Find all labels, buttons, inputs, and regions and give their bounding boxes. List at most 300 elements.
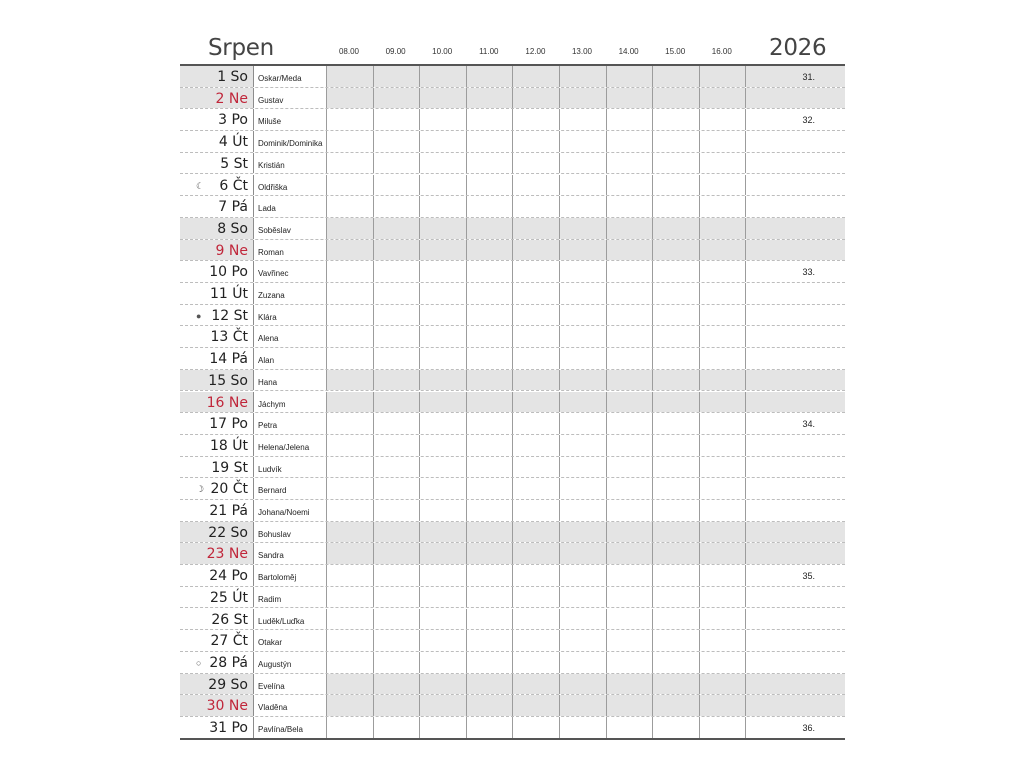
time-slot-cell[interactable] <box>419 674 466 695</box>
time-slot-cell[interactable] <box>652 283 699 304</box>
time-slot-cell[interactable] <box>512 587 559 608</box>
time-slot-cell[interactable] <box>559 131 606 152</box>
time-slot-cell[interactable] <box>466 392 513 413</box>
time-slot-cell[interactable] <box>559 283 606 304</box>
time-slot-cell[interactable] <box>559 175 606 196</box>
time-slot-cell[interactable] <box>466 109 513 130</box>
day-row[interactable] <box>180 435 845 457</box>
time-slot-cell[interactable] <box>419 609 466 630</box>
time-slot-cell[interactable] <box>373 326 420 347</box>
time-slot-cell[interactable] <box>606 478 653 499</box>
time-slot-cell[interactable] <box>326 283 373 304</box>
time-slot-cell[interactable] <box>699 88 746 109</box>
time-slot-cell[interactable] <box>466 66 513 87</box>
time-slot-cell[interactable] <box>606 652 653 673</box>
time-slot-cell[interactable] <box>652 543 699 564</box>
week-number-cell[interactable] <box>745 500 845 521</box>
time-slot-cell[interactable] <box>652 305 699 326</box>
time-slot-cell[interactable] <box>373 500 420 521</box>
time-slot-cell[interactable] <box>512 153 559 174</box>
time-slot-cell[interactable] <box>373 66 420 87</box>
time-slot-cell[interactable] <box>512 109 559 130</box>
time-slot-cell[interactable] <box>326 88 373 109</box>
time-slot-cell[interactable] <box>699 652 746 673</box>
time-slot-cell[interactable] <box>699 348 746 369</box>
time-slot-cell[interactable] <box>606 587 653 608</box>
time-slot-cell[interactable] <box>559 88 606 109</box>
day-row[interactable] <box>180 522 845 544</box>
time-slot-cell[interactable] <box>326 261 373 282</box>
time-slot-cell[interactable] <box>699 283 746 304</box>
time-slot-cell[interactable] <box>373 609 420 630</box>
time-slot-cell[interactable] <box>419 326 466 347</box>
time-slot-cell[interactable] <box>466 674 513 695</box>
time-slot-cell[interactable] <box>512 240 559 261</box>
time-slot-cell[interactable] <box>466 500 513 521</box>
time-slot-cell[interactable] <box>466 587 513 608</box>
day-row[interactable] <box>180 392 845 414</box>
week-number-cell[interactable] <box>745 305 845 326</box>
week-number-cell[interactable] <box>745 717 845 738</box>
time-slot-cell[interactable] <box>419 565 466 586</box>
time-slot-cell[interactable] <box>419 457 466 478</box>
time-slot-cell[interactable] <box>419 587 466 608</box>
time-slot-cell[interactable] <box>419 131 466 152</box>
week-number-cell[interactable] <box>745 609 845 630</box>
time-slot-cell[interactable] <box>606 261 653 282</box>
time-slot-cell[interactable] <box>652 261 699 282</box>
time-slot-cell[interactable] <box>512 435 559 456</box>
time-slot-cell[interactable] <box>373 88 420 109</box>
time-slot-cell[interactable] <box>699 457 746 478</box>
time-slot-cell[interactable] <box>652 652 699 673</box>
time-slot-cell[interactable] <box>466 435 513 456</box>
day-row[interactable] <box>180 587 845 609</box>
time-slot-cell[interactable] <box>419 348 466 369</box>
time-slot-cell[interactable] <box>652 370 699 391</box>
time-slot-cell[interactable] <box>652 109 699 130</box>
time-slot-cell[interactable] <box>559 153 606 174</box>
time-slot-cell[interactable] <box>652 435 699 456</box>
time-slot-cell[interactable] <box>699 609 746 630</box>
time-slot-cell[interactable] <box>373 392 420 413</box>
time-slot-cell[interactable] <box>373 522 420 543</box>
time-slot-cell[interactable] <box>512 543 559 564</box>
time-slot-cell[interactable] <box>512 478 559 499</box>
day-row[interactable] <box>180 543 845 565</box>
week-number-cell[interactable] <box>745 478 845 499</box>
time-slot-cell[interactable] <box>373 478 420 499</box>
time-slot-cell[interactable] <box>606 109 653 130</box>
time-slot-cell[interactable] <box>326 109 373 130</box>
time-slot-cell[interactable] <box>699 522 746 543</box>
time-slot-cell[interactable] <box>652 66 699 87</box>
time-slot-cell[interactable] <box>466 283 513 304</box>
time-slot-cell[interactable] <box>512 695 559 716</box>
time-slot-cell[interactable] <box>652 326 699 347</box>
time-slot-cell[interactable] <box>559 717 606 738</box>
time-slot-cell[interactable] <box>512 609 559 630</box>
time-slot-cell[interactable] <box>512 413 559 434</box>
time-slot-cell[interactable] <box>373 413 420 434</box>
time-slot-cell[interactable] <box>419 218 466 239</box>
day-row[interactable] <box>180 413 845 435</box>
time-slot-cell[interactable] <box>466 522 513 543</box>
day-row[interactable] <box>180 218 845 240</box>
time-slot-cell[interactable] <box>559 587 606 608</box>
time-slot-cell[interactable] <box>466 261 513 282</box>
day-row[interactable] <box>180 196 845 218</box>
time-slot-cell[interactable] <box>326 153 373 174</box>
day-row[interactable] <box>180 240 845 262</box>
time-slot-cell[interactable] <box>559 240 606 261</box>
time-slot-cell[interactable] <box>606 413 653 434</box>
day-row[interactable] <box>180 261 845 283</box>
time-slot-cell[interactable] <box>699 175 746 196</box>
time-slot-cell[interactable] <box>652 587 699 608</box>
day-row[interactable] <box>180 348 845 370</box>
time-slot-cell[interactable] <box>512 218 559 239</box>
time-slot-cell[interactable] <box>326 413 373 434</box>
time-slot-cell[interactable] <box>373 587 420 608</box>
time-slot-cell[interactable] <box>606 392 653 413</box>
time-slot-cell[interactable] <box>559 674 606 695</box>
time-slot-cell[interactable] <box>559 543 606 564</box>
time-slot-cell[interactable] <box>559 218 606 239</box>
time-slot-cell[interactable] <box>606 500 653 521</box>
time-slot-cell[interactable] <box>699 370 746 391</box>
time-slot-cell[interactable] <box>466 305 513 326</box>
time-slot-cell[interactable] <box>606 674 653 695</box>
time-slot-cell[interactable] <box>419 370 466 391</box>
time-slot-cell[interactable] <box>373 370 420 391</box>
day-row[interactable] <box>180 565 845 587</box>
time-slot-cell[interactable] <box>373 131 420 152</box>
time-slot-cell[interactable] <box>606 66 653 87</box>
time-slot-cell[interactable] <box>606 370 653 391</box>
time-slot-cell[interactable] <box>652 695 699 716</box>
time-slot-cell[interactable] <box>699 66 746 87</box>
time-slot-cell[interactable] <box>512 522 559 543</box>
time-slot-cell[interactable] <box>512 261 559 282</box>
time-slot-cell[interactable] <box>326 500 373 521</box>
week-number-cell[interactable] <box>745 630 845 651</box>
time-slot-cell[interactable] <box>419 283 466 304</box>
time-slot-cell[interactable] <box>419 478 466 499</box>
time-slot-cell[interactable] <box>606 153 653 174</box>
time-slot-cell[interactable] <box>466 457 513 478</box>
time-slot-cell[interactable] <box>652 88 699 109</box>
day-row[interactable] <box>180 305 845 327</box>
time-slot-cell[interactable] <box>652 717 699 738</box>
time-slot-cell[interactable] <box>326 131 373 152</box>
week-number-cell[interactable] <box>745 218 845 239</box>
day-row[interactable] <box>180 131 845 153</box>
time-slot-cell[interactable] <box>699 565 746 586</box>
time-slot-cell[interactable] <box>419 413 466 434</box>
week-number-cell[interactable] <box>745 131 845 152</box>
time-slot-cell[interactable] <box>419 109 466 130</box>
time-slot-cell[interactable] <box>559 457 606 478</box>
time-slot-cell[interactable] <box>373 543 420 564</box>
time-slot-cell[interactable] <box>512 348 559 369</box>
time-slot-cell[interactable] <box>419 88 466 109</box>
time-slot-cell[interactable] <box>699 196 746 217</box>
time-slot-cell[interactable] <box>559 695 606 716</box>
time-slot-cell[interactable] <box>606 283 653 304</box>
time-slot-cell[interactable] <box>652 175 699 196</box>
time-slot-cell[interactable] <box>559 305 606 326</box>
time-slot-cell[interactable] <box>699 240 746 261</box>
week-number-cell[interactable] <box>745 66 845 87</box>
time-slot-cell[interactable] <box>466 652 513 673</box>
time-slot-cell[interactable] <box>606 695 653 716</box>
time-slot-cell[interactable] <box>652 348 699 369</box>
time-slot-cell[interactable] <box>373 674 420 695</box>
time-slot-cell[interactable] <box>559 609 606 630</box>
time-slot-cell[interactable] <box>466 131 513 152</box>
time-slot-cell[interactable] <box>373 305 420 326</box>
day-row[interactable] <box>180 630 845 652</box>
time-slot-cell[interactable] <box>699 305 746 326</box>
day-row[interactable] <box>180 478 845 500</box>
time-slot-cell[interactable] <box>466 565 513 586</box>
day-row[interactable] <box>180 370 845 392</box>
time-slot-cell[interactable] <box>606 196 653 217</box>
time-slot-cell[interactable] <box>419 500 466 521</box>
time-slot-cell[interactable] <box>606 565 653 586</box>
time-slot-cell[interactable] <box>559 652 606 673</box>
time-slot-cell[interactable] <box>606 348 653 369</box>
week-number-cell[interactable] <box>745 109 845 130</box>
time-slot-cell[interactable] <box>559 348 606 369</box>
time-slot-cell[interactable] <box>326 695 373 716</box>
time-slot-cell[interactable] <box>699 435 746 456</box>
time-slot-cell[interactable] <box>512 196 559 217</box>
day-row[interactable] <box>180 175 845 197</box>
time-slot-cell[interactable] <box>419 695 466 716</box>
time-slot-cell[interactable] <box>559 522 606 543</box>
time-slot-cell[interactable] <box>373 435 420 456</box>
time-slot-cell[interactable] <box>559 413 606 434</box>
week-number-cell[interactable] <box>745 283 845 304</box>
time-slot-cell[interactable] <box>373 630 420 651</box>
time-slot-cell[interactable] <box>559 500 606 521</box>
week-number-cell[interactable] <box>745 652 845 673</box>
time-slot-cell[interactable] <box>326 348 373 369</box>
time-slot-cell[interactable] <box>326 630 373 651</box>
time-slot-cell[interactable] <box>652 500 699 521</box>
week-number-cell[interactable] <box>745 326 845 347</box>
time-slot-cell[interactable] <box>699 109 746 130</box>
time-slot-cell[interactable] <box>606 717 653 738</box>
week-number-cell[interactable] <box>745 196 845 217</box>
time-slot-cell[interactable] <box>512 175 559 196</box>
time-slot-cell[interactable] <box>466 609 513 630</box>
time-slot-cell[interactable] <box>512 305 559 326</box>
time-slot-cell[interactable] <box>699 218 746 239</box>
time-slot-cell[interactable] <box>326 392 373 413</box>
time-slot-cell[interactable] <box>466 630 513 651</box>
time-slot-cell[interactable] <box>326 196 373 217</box>
day-row[interactable] <box>180 109 845 131</box>
time-slot-cell[interactable] <box>512 392 559 413</box>
time-slot-cell[interactable] <box>606 543 653 564</box>
time-slot-cell[interactable] <box>326 565 373 586</box>
time-slot-cell[interactable] <box>512 565 559 586</box>
time-slot-cell[interactable] <box>466 543 513 564</box>
time-slot-cell[interactable] <box>606 218 653 239</box>
time-slot-cell[interactable] <box>699 261 746 282</box>
time-slot-cell[interactable] <box>512 283 559 304</box>
time-slot-cell[interactable] <box>699 695 746 716</box>
time-slot-cell[interactable] <box>466 175 513 196</box>
time-slot-cell[interactable] <box>326 175 373 196</box>
time-slot-cell[interactable] <box>559 478 606 499</box>
time-slot-cell[interactable] <box>699 326 746 347</box>
time-slot-cell[interactable] <box>699 131 746 152</box>
time-slot-cell[interactable] <box>466 348 513 369</box>
time-slot-cell[interactable] <box>606 522 653 543</box>
time-slot-cell[interactable] <box>606 630 653 651</box>
week-number-cell[interactable] <box>745 240 845 261</box>
time-slot-cell[interactable] <box>559 435 606 456</box>
time-slot-cell[interactable] <box>606 240 653 261</box>
time-slot-cell[interactable] <box>373 652 420 673</box>
time-slot-cell[interactable] <box>373 240 420 261</box>
time-slot-cell[interactable] <box>373 218 420 239</box>
time-slot-cell[interactable] <box>512 88 559 109</box>
time-slot-cell[interactable] <box>559 109 606 130</box>
time-slot-cell[interactable] <box>652 196 699 217</box>
day-row[interactable] <box>180 674 845 696</box>
time-slot-cell[interactable] <box>326 478 373 499</box>
time-slot-cell[interactable] <box>326 522 373 543</box>
time-slot-cell[interactable] <box>466 478 513 499</box>
time-slot-cell[interactable] <box>466 196 513 217</box>
week-number-cell[interactable] <box>745 175 845 196</box>
time-slot-cell[interactable] <box>466 326 513 347</box>
week-number-cell[interactable] <box>745 348 845 369</box>
time-slot-cell[interactable] <box>326 652 373 673</box>
time-slot-cell[interactable] <box>419 153 466 174</box>
time-slot-cell[interactable] <box>326 218 373 239</box>
time-slot-cell[interactable] <box>326 609 373 630</box>
time-slot-cell[interactable] <box>326 435 373 456</box>
time-slot-cell[interactable] <box>652 478 699 499</box>
time-slot-cell[interactable] <box>512 457 559 478</box>
time-slot-cell[interactable] <box>699 478 746 499</box>
week-number-cell[interactable] <box>745 522 845 543</box>
time-slot-cell[interactable] <box>419 717 466 738</box>
week-number-cell[interactable] <box>745 435 845 456</box>
time-slot-cell[interactable] <box>419 543 466 564</box>
day-row[interactable] <box>180 695 845 717</box>
time-slot-cell[interactable] <box>466 218 513 239</box>
time-slot-cell[interactable] <box>326 457 373 478</box>
time-slot-cell[interactable] <box>652 674 699 695</box>
time-slot-cell[interactable] <box>512 674 559 695</box>
time-slot-cell[interactable] <box>373 109 420 130</box>
time-slot-cell[interactable] <box>652 565 699 586</box>
day-row[interactable] <box>180 717 845 739</box>
time-slot-cell[interactable] <box>559 196 606 217</box>
time-slot-cell[interactable] <box>652 240 699 261</box>
day-row[interactable] <box>180 457 845 479</box>
week-number-cell[interactable] <box>745 413 845 434</box>
time-slot-cell[interactable] <box>652 522 699 543</box>
time-slot-cell[interactable] <box>419 196 466 217</box>
time-slot-cell[interactable] <box>699 413 746 434</box>
week-number-cell[interactable] <box>745 565 845 586</box>
time-slot-cell[interactable] <box>373 457 420 478</box>
time-slot-cell[interactable] <box>699 153 746 174</box>
time-slot-cell[interactable] <box>326 66 373 87</box>
week-number-cell[interactable] <box>745 392 845 413</box>
time-slot-cell[interactable] <box>512 717 559 738</box>
week-number-cell[interactable] <box>745 370 845 391</box>
week-number-cell[interactable] <box>745 543 845 564</box>
time-slot-cell[interactable] <box>373 283 420 304</box>
time-slot-cell[interactable] <box>466 413 513 434</box>
time-slot-cell[interactable] <box>373 261 420 282</box>
time-slot-cell[interactable] <box>466 88 513 109</box>
time-slot-cell[interactable] <box>326 543 373 564</box>
time-slot-cell[interactable] <box>606 435 653 456</box>
time-slot-cell[interactable] <box>466 695 513 716</box>
time-slot-cell[interactable] <box>373 175 420 196</box>
time-slot-cell[interactable] <box>419 392 466 413</box>
time-slot-cell[interactable] <box>652 609 699 630</box>
time-slot-cell[interactable] <box>326 326 373 347</box>
time-slot-cell[interactable] <box>652 630 699 651</box>
week-number-cell[interactable] <box>745 153 845 174</box>
time-slot-cell[interactable] <box>373 348 420 369</box>
time-slot-cell[interactable] <box>326 587 373 608</box>
week-number-cell[interactable] <box>745 674 845 695</box>
day-row[interactable] <box>180 609 845 631</box>
time-slot-cell[interactable] <box>559 326 606 347</box>
time-slot-cell[interactable] <box>606 305 653 326</box>
time-slot-cell[interactable] <box>419 652 466 673</box>
time-slot-cell[interactable] <box>326 717 373 738</box>
time-slot-cell[interactable] <box>512 131 559 152</box>
time-slot-cell[interactable] <box>699 717 746 738</box>
time-slot-cell[interactable] <box>652 218 699 239</box>
time-slot-cell[interactable] <box>373 196 420 217</box>
time-slot-cell[interactable] <box>419 240 466 261</box>
day-row[interactable] <box>180 326 845 348</box>
day-row[interactable] <box>180 283 845 305</box>
time-slot-cell[interactable] <box>652 131 699 152</box>
time-slot-cell[interactable] <box>326 240 373 261</box>
time-slot-cell[interactable] <box>466 153 513 174</box>
time-slot-cell[interactable] <box>699 392 746 413</box>
time-slot-cell[interactable] <box>419 522 466 543</box>
time-slot-cell[interactable] <box>373 717 420 738</box>
time-slot-cell[interactable] <box>606 88 653 109</box>
time-slot-cell[interactable] <box>559 392 606 413</box>
time-slot-cell[interactable] <box>652 392 699 413</box>
time-slot-cell[interactable] <box>466 370 513 391</box>
time-slot-cell[interactable] <box>699 500 746 521</box>
day-row[interactable] <box>180 500 845 522</box>
day-row[interactable] <box>180 153 845 175</box>
time-slot-cell[interactable] <box>466 240 513 261</box>
week-number-cell[interactable] <box>745 587 845 608</box>
time-slot-cell[interactable] <box>419 261 466 282</box>
time-slot-cell[interactable] <box>419 630 466 651</box>
